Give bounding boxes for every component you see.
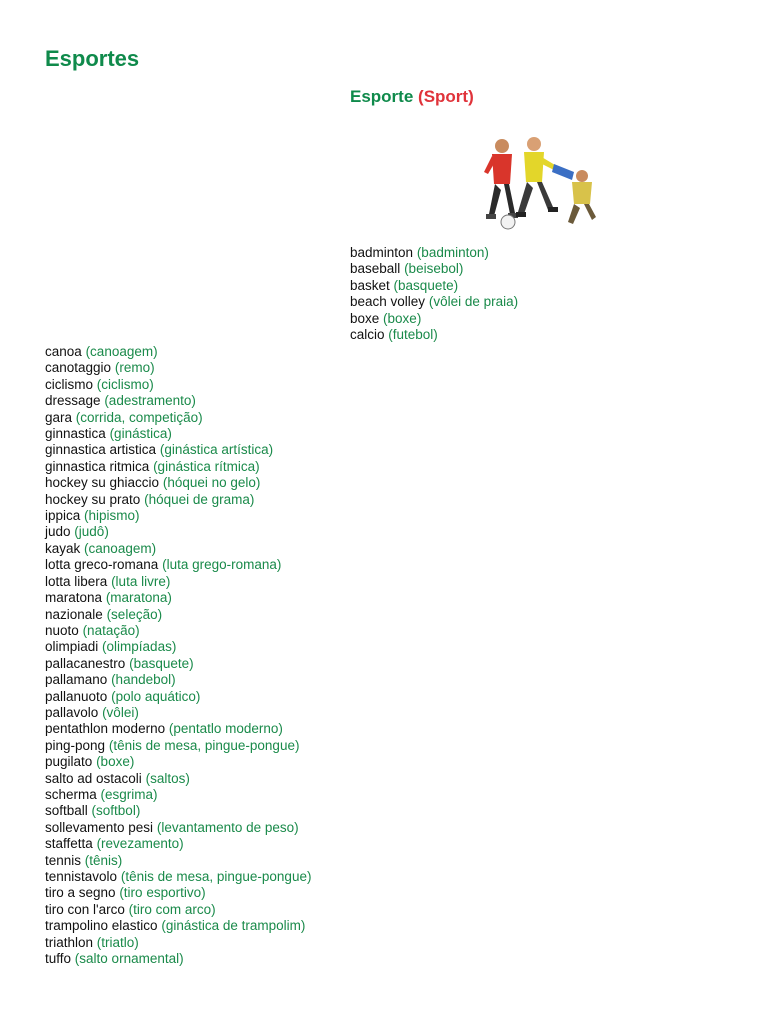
vocab-translation: (luta grego-romana) xyxy=(162,557,282,573)
vocab-translation: (beisebol) xyxy=(404,261,464,277)
vocab-entry xyxy=(45,410,311,426)
vocab-term: hockey su ghiaccio xyxy=(45,475,160,491)
vocab-term: ginnastica ritmica xyxy=(45,458,150,474)
vocab-term: calcio xyxy=(350,327,385,343)
vocab-term: ginnastica artistica xyxy=(45,442,157,458)
vocab-translation: (basquete) xyxy=(129,655,194,671)
vocab-term: softball xyxy=(45,803,88,819)
vocab-translation: (ginástica rítmica) xyxy=(153,458,260,474)
vocab-translation: (remo) xyxy=(114,360,155,376)
vocab-term: baseball xyxy=(350,261,401,277)
vocab-term: boxe xyxy=(350,310,380,326)
vocab-entry xyxy=(45,574,311,590)
vocab-term: pallanuoto xyxy=(45,688,108,704)
vocab-translation: (seleção) xyxy=(106,606,163,622)
vocab-entry xyxy=(45,508,311,524)
vocab-entry xyxy=(350,294,518,310)
vocab-entry xyxy=(45,754,311,770)
vocab-term: pallacanestro xyxy=(45,655,126,671)
vocab-translation: (canoagem) xyxy=(85,344,158,359)
vocab-translation: (tênis de mesa, pingue-pongue) xyxy=(120,869,312,884)
vocab-entry xyxy=(45,918,311,934)
vocab-entry xyxy=(45,607,311,623)
vocab-entry xyxy=(45,360,311,376)
vocab-translation: (esgrima) xyxy=(100,786,158,802)
vocab-entry xyxy=(45,393,311,409)
vocab-entry xyxy=(45,442,311,458)
vocab-entry xyxy=(45,475,311,491)
vocab-translation: (pentatlo moderno) xyxy=(168,721,283,737)
vocab-term: ippica xyxy=(45,508,81,524)
vocab-term: ciclismo xyxy=(45,376,94,392)
vocab-entry xyxy=(45,377,311,393)
vocab-term: canotaggio xyxy=(45,360,112,376)
vocab-translation: (hóquei de grama) xyxy=(144,491,255,507)
vocab-translation: (basquete) xyxy=(393,277,459,293)
vocab-translation: (luta livre) xyxy=(111,573,171,589)
vocab-translation: (tênis de mesa, pingue-pongue) xyxy=(108,737,300,753)
vocab-translation: (softbol) xyxy=(91,803,141,819)
vocab-term: ping-pong xyxy=(45,737,106,753)
vocab-term: olimpiadi xyxy=(45,639,99,655)
vocab-term: lotta libera xyxy=(45,573,108,589)
vocab-translation: (ginástica artística) xyxy=(159,442,274,458)
vocab-translation: (saltos) xyxy=(145,770,190,786)
vocab-translation: (tiro com arco) xyxy=(128,901,216,917)
vocab-translation: (vôlei) xyxy=(102,704,139,720)
vocab-term: pugilato xyxy=(45,754,93,770)
vocab-term: kayak xyxy=(45,540,81,556)
vocab-term: basket xyxy=(350,277,390,293)
vocab-term: gara xyxy=(45,409,73,425)
vocab-translation: (revezamento) xyxy=(96,836,184,852)
vocab-term: ginnastica xyxy=(45,426,106,442)
vocab-translation: (vôlei de praia) xyxy=(428,294,519,310)
vocab-entry xyxy=(45,590,311,606)
vocab-term: judo xyxy=(45,524,71,540)
vocab-term: pallavolo xyxy=(45,704,99,720)
vocab-translation: (boxe) xyxy=(96,754,135,770)
vocab-entry xyxy=(45,902,311,918)
vocab-list-left xyxy=(45,344,311,967)
vocab-entry xyxy=(45,689,311,705)
page-title: Esportes xyxy=(45,46,140,71)
vocab-term: nazionale xyxy=(45,606,103,622)
vocab-entry xyxy=(45,344,311,360)
vocab-entry xyxy=(45,524,311,540)
vocab-entry xyxy=(45,623,311,639)
vocab-entry xyxy=(45,771,311,787)
vocab-entry xyxy=(45,426,311,442)
vocab-term: dressage xyxy=(45,393,101,409)
vocab-entry xyxy=(45,738,311,754)
vocab-list-right xyxy=(350,245,518,343)
vocab-entry xyxy=(45,853,311,869)
vocab-translation: (adestramento) xyxy=(104,393,196,409)
vocab-entry xyxy=(45,869,311,885)
vocab-entry xyxy=(45,721,311,737)
vocab-translation: (futebol) xyxy=(388,327,438,343)
vocab-term: pentathlon moderno xyxy=(45,721,166,737)
vocab-entry xyxy=(45,557,311,573)
vocab-entry xyxy=(350,311,518,327)
vocab-translation: (judô) xyxy=(74,524,109,540)
vocab-term: tuffo xyxy=(45,951,72,967)
vocab-translation: (hóquei no gelo) xyxy=(162,475,261,491)
vocab-term: pallamano xyxy=(45,672,108,688)
vocab-term: triathlon xyxy=(45,934,94,950)
vocab-entry xyxy=(45,803,311,819)
vocab-translation: (polo aquático) xyxy=(111,688,201,704)
vocab-entry xyxy=(45,492,311,508)
vocab-term: sollevamento pesi xyxy=(45,819,154,835)
vocab-term: tiro con l'arco xyxy=(45,901,125,917)
vocab-entry xyxy=(45,656,311,672)
vocab-term: tennistavolo xyxy=(45,869,118,884)
vocab-entry xyxy=(45,885,311,901)
vocab-entry xyxy=(45,541,311,557)
vocab-entry xyxy=(350,327,518,343)
vocab-entry xyxy=(45,639,311,655)
vocab-entry xyxy=(350,261,518,277)
vocab-entry xyxy=(45,705,311,721)
vocab-term: canoa xyxy=(45,344,82,359)
vocab-term: tiro a segno xyxy=(45,885,116,901)
vocab-entry xyxy=(350,278,518,294)
vocab-term: beach volley xyxy=(350,294,426,310)
section-title xyxy=(350,87,474,107)
vocab-entry xyxy=(45,951,311,967)
vocab-term: hockey su prato xyxy=(45,491,141,507)
section-subtitle: (Sport) xyxy=(418,87,474,106)
vocab-translation: (handebol) xyxy=(111,672,176,688)
vocab-translation: (boxe) xyxy=(383,310,422,326)
vocab-entry xyxy=(45,836,311,852)
vocab-term: tennis xyxy=(45,852,82,868)
vocab-entry xyxy=(45,787,311,803)
vocab-term: staffetta xyxy=(45,836,93,852)
vocab-translation: (corrida, competição) xyxy=(75,409,203,425)
vocab-entry xyxy=(45,459,311,475)
vocab-entry xyxy=(350,245,518,261)
vocab-term: lotta greco-romana xyxy=(45,557,159,573)
vocab-translation: (triatlo) xyxy=(96,934,139,950)
vocab-term: nuoto xyxy=(45,622,79,638)
kids-playing-soccer-image xyxy=(474,134,600,234)
vocab-translation: (tênis) xyxy=(84,852,123,868)
vocab-translation: (canoagem) xyxy=(84,540,157,556)
vocab-translation: (ginástica) xyxy=(109,426,172,442)
vocab-translation: (badminton) xyxy=(416,245,489,260)
vocab-term: trampolino elastico xyxy=(45,918,158,934)
vocab-translation: (hipismo) xyxy=(84,508,140,524)
vocab-entry xyxy=(45,672,311,688)
vocab-translation: (tiro esportivo) xyxy=(119,885,206,901)
vocab-translation: (ginástica de trampolim) xyxy=(161,918,306,934)
vocab-translation: (maratona) xyxy=(105,590,172,606)
vocab-translation: (ciclismo) xyxy=(96,376,154,392)
vocab-translation: (olimpíadas) xyxy=(102,639,177,655)
vocab-translation: (natação) xyxy=(82,622,140,638)
vocab-translation: (levantamento de peso) xyxy=(156,819,299,835)
vocab-translation: (salto ornamental) xyxy=(74,951,184,967)
section-title-text: Esporte xyxy=(350,87,414,106)
vocab-term: maratona xyxy=(45,590,103,606)
vocab-term: salto ad ostacoli xyxy=(45,770,142,786)
vocab-entry xyxy=(45,820,311,836)
vocab-term: scherma xyxy=(45,786,97,802)
vocab-term: badminton xyxy=(350,245,414,260)
vocab-entry xyxy=(45,935,311,951)
